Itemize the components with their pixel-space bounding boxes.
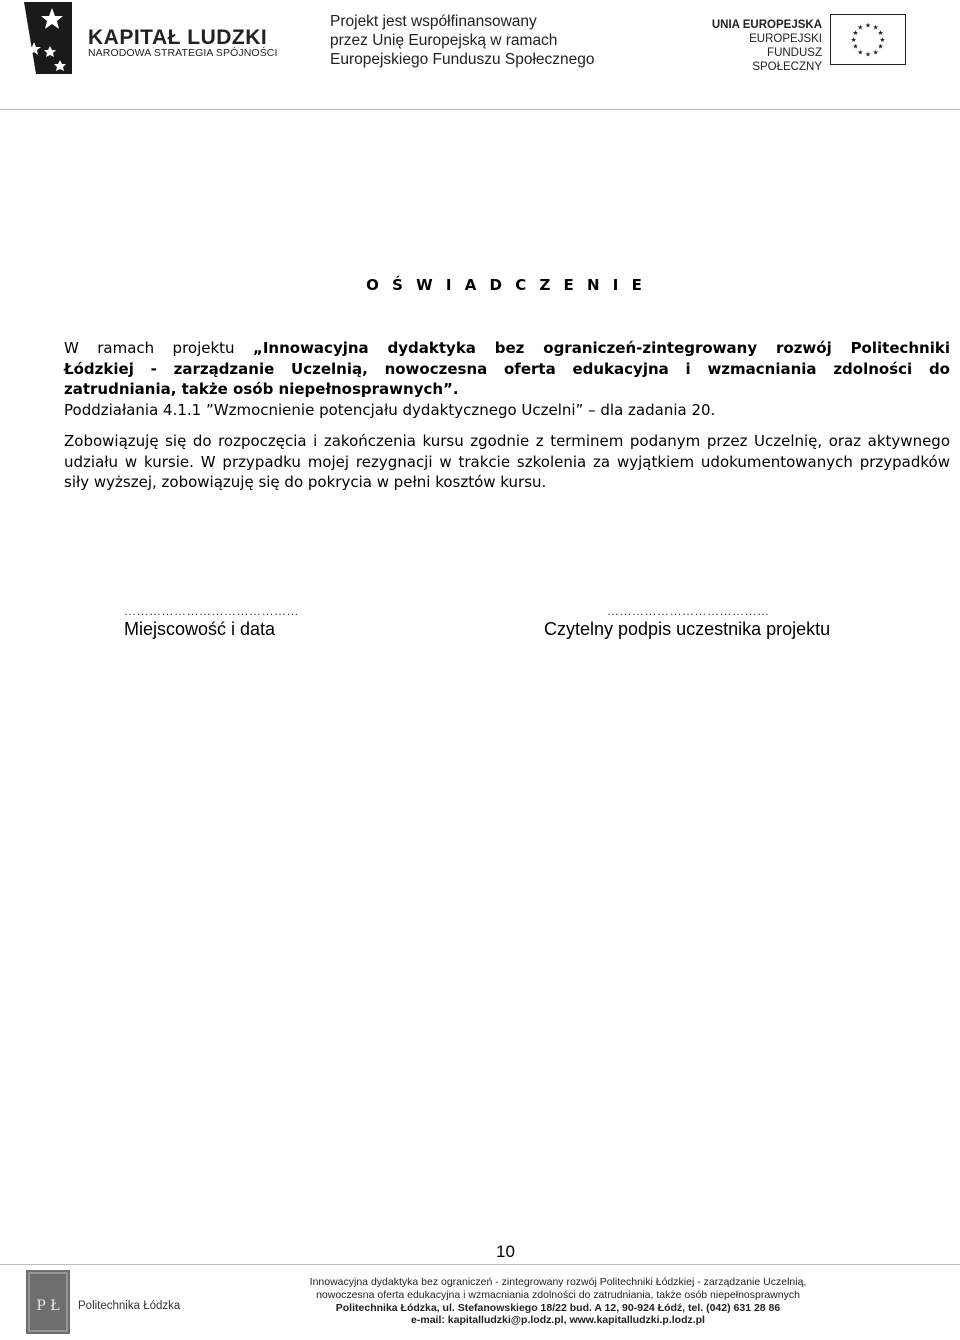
participant-signature-label: Czytelny podpis uczestnika projektu [544,619,831,639]
svg-text:★: ★ [877,29,884,38]
cofinancing-note-line: przez Unię Europejską w ramach [330,32,558,49]
svg-text:★: ★ [872,48,879,57]
svg-text:★: ★ [850,35,857,44]
eu-flag-icon [830,14,906,65]
project-paragraph [64,338,950,400]
footer-contact: e-mail: kapitalludzki@p.lodz.pl, www.kapitalludzki.p.lodz.pl [411,1314,705,1327]
commitment-line: siły wyższej, zobowiązuję się do pokrycia w pełni kosztów kursu. [64,473,547,491]
participant-signature [544,604,830,640]
footer-divider [0,1264,960,1265]
kapital-ludzki-subtitle: NARODOWA STRATEGIA SPÓJNOŚCI [88,47,278,59]
project-name: „Innowacyjna dydaktyka bez ograniczeń-zintegrowany rozwój Politechniki [252,339,950,357]
place-date-dots: …………………………………… [124,604,299,618]
footer-address: Politechnika Łódzka, ul. Stefanowskiego 18/22 bud. A 12, 90-924 Łódź, tel. (042) 631 28 86 [335,1301,781,1314]
page-number: 10 [496,1242,515,1261]
project-prefix: W ramach projektu [64,339,253,357]
project-paragraph-line [64,338,950,359]
commitment-paragraph [64,431,950,493]
subaction-line: Poddziałania 4.1.1 ”Wzmocnienie potencjału dydaktycznego Uczelni” – dla zadania 20. [64,401,716,419]
politechnika-lodzka-name: Politechnika Łódzka [78,1300,181,1312]
commitment-line: udziału w kursie. W przypadku mojej rezygnacji w trakcie szkolenia za wyjątkiem udokumentowanych przypadków [64,452,950,471]
svg-text:★: ★ [857,23,864,32]
svg-text:★: ★ [879,35,886,44]
participant-signature-dots: ………………………………… [607,604,770,618]
footer-line: Innowacyjna dydaktyka bez ograniczeń - zintegrowany rozwój Politechniki Łódzkiej - zarządzanie Uczelnią, [309,1276,807,1288]
svg-text:★: ★ [864,50,872,59]
politechnika-lodzka-logo [26,1270,70,1334]
header-divider [0,109,960,110]
cofinancing-note-line: Projekt jest współfinansowany [330,13,537,30]
eu-title: UNIA EUROPEJSKA [711,19,822,31]
svg-text:★: ★ [852,42,859,51]
svg-text:★: ★ [872,23,879,32]
svg-text:★: ★ [877,42,884,51]
project-paragraph-line: zatrudniania, także osób niepełnosprawnych”. [64,380,459,398]
footer-text [250,1276,866,1327]
eu-line: FUNDUSZ SPOŁECZNY [752,47,822,73]
commitment-line: Zobowiązuję się do rozpoczęcia i zakończenia kursu zgodnie z terminem podanym przez Uczelnię, oraz aktywnego [64,432,950,450]
svg-text:P Ł: P Ł [36,1298,60,1314]
place-date-label: Miejscowość i data [124,619,276,639]
document-title: O Ś W I A D C Z E N I E [366,276,646,294]
cofinancing-note-line: Europejskiego Funduszu Społecznego [330,51,595,68]
svg-text:★: ★ [852,29,859,38]
footer-line: nowoczesna oferta edukacyjna i wzmacniania zdolności do zatrudniania, także osób niepełnosprawnych [316,1288,800,1301]
project-paragraph-line: Łódzkiej - zarządzanie Uczelnią, nowoczesna oferta edukacyjna i wzmacniania zdolności do [64,359,950,378]
kapital-ludzki-logo [22,2,72,74]
eu-line: EUROPEJSKI [749,33,822,45]
eu-label [700,18,822,74]
svg-text:★: ★ [864,21,872,30]
cofinancing-note [330,12,650,69]
kapital-ludzki-name: KAPITAŁ LUDZKI [88,26,268,49]
place-date-signature [124,604,299,640]
svg-text:★: ★ [857,48,864,57]
